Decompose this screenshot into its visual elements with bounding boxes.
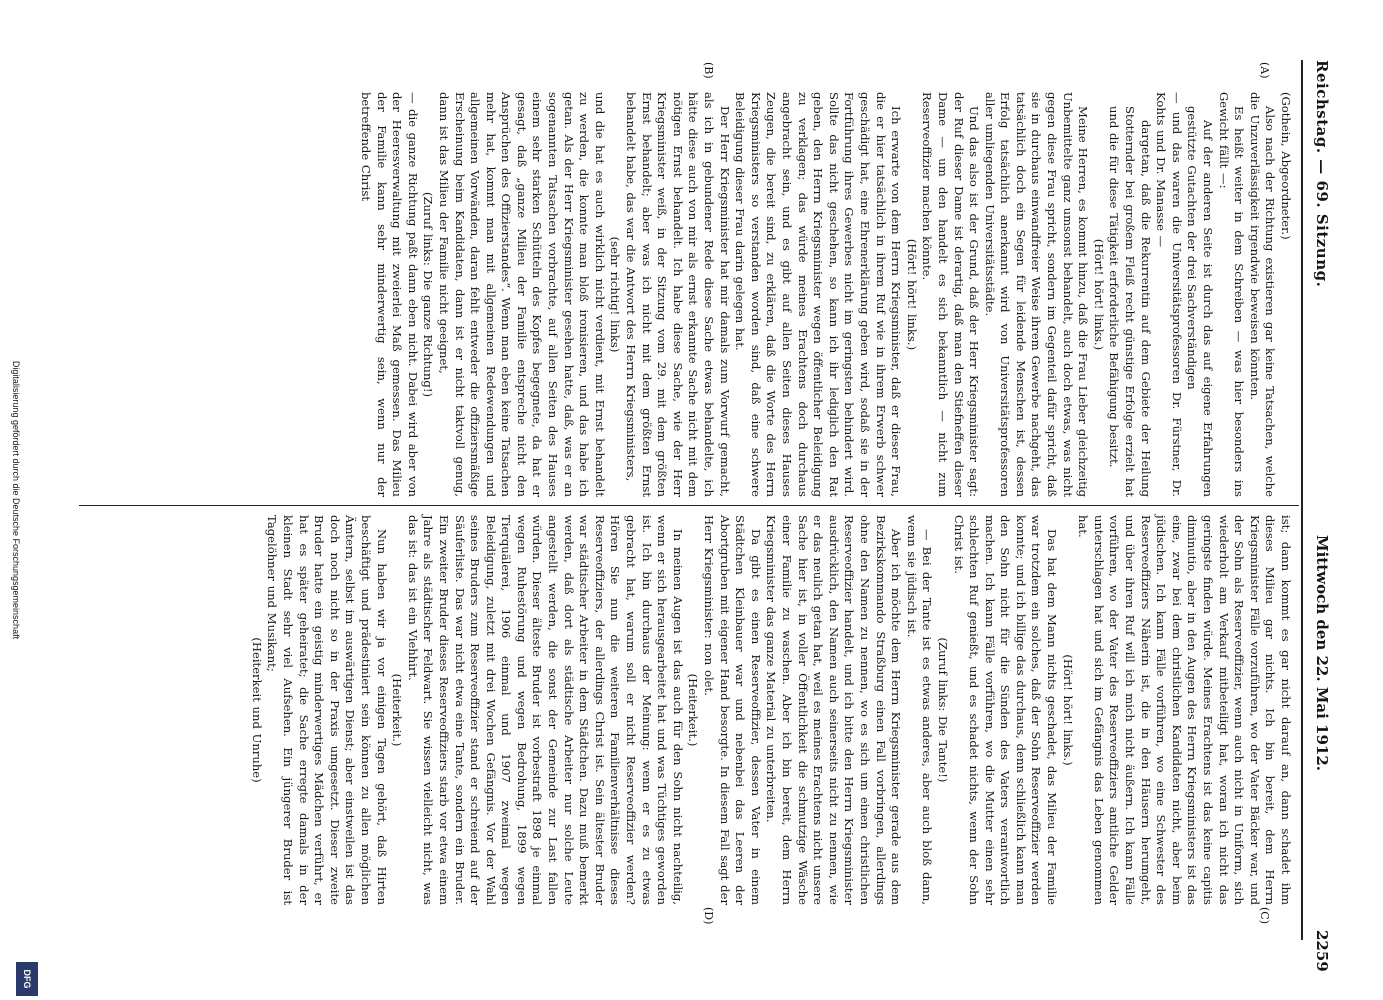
page-header: [1303, 0, 1331, 1000]
interjection: (Hört! hört! links.): [1091, 238, 1106, 351]
interjection: (Hört! hört! links.): [1060, 654, 1075, 766]
paragraph: Es heißt weiter in dem Schreiben — was hier besonders ins Gewicht fällt —:: [1216, 92, 1247, 497]
paragraph: — und das waren die Universitätsprofessoren Dr. Fürstner, Dr. Kohts und Dr. Manasse —: [1154, 92, 1184, 497]
paragraph: Der Herr Kriegsminister hat mir damals zum Vorwurf gemacht, als ich in gebundener Rede diese Sache etwas behandelte, ich hätte diese auch von mir als ernst erkannte Sache nicht mit dem nötigen Ernst behandelt. Ich habe diese Sache, wie der Herr Kriegsminister weiß, in der Sitzung vom 29. mit dem größten Ernst behandelt; aber was ich nicht mit dem größten Ernst behandelt habe, das war die Antwort des Herrn Kriegsministers,: [624, 92, 732, 497]
interjection: (Zuruf links: Die Tante!): [935, 637, 950, 783]
paragraph: Ich erwarte von dem Herrn Kriegsminister, daß er dieser Frau, die er hier tatsächlich in ihrem Ruf wie in ihrem Erwerb schwer geschädigt hat, eine Ehrenerklärung geben wird, sodaß sie in der Fortführung ihres Gewerbes nicht im geringsten behindert wird. Sollte das nicht geschehen, so kann ich ihr lediglich den Rat geben, den Herrn Kriegsminister wegen öffentlicher Beleidigung zu verklagen; das würde meines Erachtens doch durchaus angebracht sein, und es gibt auf allen Seiten dieses Hauses Zeugen, die bereit sind, zu erklären, daß die Worte des Herrn Kriegsministers so verstanden worden sind, daß eine schwere Beleidigung dieser Frau darin gelegen hat.: [733, 92, 904, 497]
paragraph: Das hat dem Mann nichts geschadet, das Milieu der Familie war trotzdem ein solches, daß der Sohn Reserveoffizier werden konnte; und ich billige das durchaus, denn schließlich kann man den Sohn nicht für die Sünden des Vaters verantwortlich machen. Ich kann Fälle vorführen, wo die Mutter einen sehr schlechten Ruf genießt, und es schadet nichts, wenn der Sohn Christ ist.: [951, 515, 1060, 905]
interjection: (Zuruf links: Die ganze Richtung!): [421, 191, 436, 398]
interjection: (Heiterkeit.): [390, 673, 405, 747]
column-divider: [79, 505, 1299, 506]
paragraph: Und das also ist der Grund, daß der Herr Kriegsminister sagt: der Ruf dieser Dame ist derartig, daß man den Stiefneffen dieser Dame — um den handelt es sich bekanntlich — nicht zum Reserveoffizier machen könnte.: [920, 92, 982, 497]
paragraph: — Bei der Tante ist es etwas anderes, aber auch bloß dann, wenn sie jüdisch ist.: [904, 515, 935, 905]
header-session: Reichstag. — 69. Sitzung.: [1313, 60, 1331, 288]
interjection: (Hört! hört! links.): [904, 238, 919, 351]
paragraph: — die ganze Richtung paßt dann eben nicht. Dabei wird aber von der Heeresverwaltung mit zweierlei Maß gemessen. Das Milieu der Familie kann sehr minderwertig sein, wenn nur der betreffende Christ: [358, 92, 420, 497]
interjection: (Heiterkeit und Unruhe): [249, 637, 264, 783]
page-number: 2259: [1313, 930, 1331, 972]
paragraph: ist; dann kommt es gar nicht darauf an, dann schadet ihm dieses Milieu gar nichts. Ich bin bereit, dem Herrn Kriegsminister Fälle vorzuführen, wo der Vater Bäcker war, und der Sohn als Reserveoffizier, wenn auch nicht in Uniform, sich wiederholt am Verkauf mitbeteiligt hat, woran ich nicht das geringste finden würde. Meines Erachtens ist das keine capitis diminutio, aber in den Augen des Herrn Kriegsministers ist das eine, zwar bei dem christlichen Kandidaten nicht, aber beim jüdischen. Ich kann Fälle vorführen, wo eine Schwester des Reserveoffiziers Näherin ist, die in den Häusern herumgeht, und über ihren Ruf will ich mich nicht äußern. Ich kann Fälle vorführen, wo der Vater des Reserveoffiziers amtliche Gelder unterschlagen hat und sich im Gefängnis das Leben genommen hat.: [1076, 515, 1293, 905]
margin-marker-c: (C): [1258, 907, 1271, 924]
paragraph: Meine Herren, es kommt hinzu, daß die Frau Lieber gleichzeitig Unbemittelte ganz umsonst behandelt, auch doch etwas, was nicht gegen diese Frau spricht, sondern im Gegenteil dafür spricht, daß sie in durchaus einwandfreier Weise ihrem Gewerbe nachgeht, das tatsächlich doch ein Segen für leidende Menschen ist, dessen Erfolg tatsächlich anerkannt wird von Universitätsprofessoren aller umliegenden Universitätsstädte.: [982, 92, 1091, 497]
margin-marker-d: (D): [702, 907, 715, 925]
paragraph: Nun haben wir ja vor einigen Tagen gehört, daß Hirten beschäftigt und prädestiniert sein können zu allen möglichen Ämtern, selbst im auswärtigen Dienst; aber einstweilen ist das doch noch nicht so in der Praxis umgesetzt. Dieser zweite Bruder hatte ein geistig minderwertiges Mädchen verführt, er hat es später geheiratet; die Sache erregte damals in der kleinen Stadt sehr viel Aufsehen. Ein jüngerer Bruder ist Tagelöhner und Musikant;: [265, 515, 389, 905]
paragraph: Aber ich möchte dem Herrn Kriegsminister gerade aus dem Bezirkskommando Straßburg einen Fall vorbringen, allerdings ohne den Namen zu nennen, wo es sich um einen christlichen Reserveoffizier handelt, und ich bitte den Herrn Kriegsminister ausdrücklich, den Namen auch seinerseits nicht zu nennen, wie er das neulich getan hat, weil es meines Erachtens nicht unsere Sache hier ist, in voller Öffentlichkeit die schmutzige Wäsche einer Familie zu waschen. Aber ich bin bereit, dem Herrn Kriegsminister das ganze Material zu unterbreiten.: [764, 515, 904, 905]
header-date: Mittwoch den 22. Mai 1912.: [1313, 535, 1331, 772]
left-column: [357, 92, 1293, 497]
quotation: Auf der anderen Seite ist durch das auf eigene Erfahrungen gestützte Gutachten der drei Sachverständigen: [1185, 106, 1216, 497]
dfg-logo: DFG: [16, 962, 38, 996]
margin-marker-b: (B): [702, 62, 715, 79]
paragraph: In meinen Augen ist das auch für den Sohn nicht nachteilig, wenn er sich herausgearbeitet hat und was Tüchtiges geworden ist. Ich bin durchaus der Meinung: wenn er es zu etwas gebracht hat, warum soll er nicht Reserveoffizier werden? Hören Sie nun die weiteren Familienverhältnisse dieses Reserveoffiziers, der allerdings Christ ist. Sein ältester Bruder war städtischer Arbeiter in dem Städtchen. Dazu muß bemerkt werden, daß dort als städtische Arbeiter nur solche Leute angestellt werden, die sonst der Gemeinde zur Last fallen würden. Dieser älteste Bruder ist vorbestraft 1898 je einmal wegen Ruhestörung und wegen Bedrohung, 1899 wegen Tierquälerei, 1906 einmal und 1907 zweimal wegen Beleidigung, zuletzt mit drei Wochen Gefängnis. Vor der Wahl seines Bruders zum Reserveoffizier stand er schreiend auf der Säuferliste. Das war nicht etwa eine Tante, sondern ein Bruder. Ein zweiter Bruder dieses Reserveoffiziers starb vor etwa einem Jahre als städtischer Feldwart. Sie wissen vielleicht nicht, was das ist: das ist ein Viehhirt.: [405, 515, 685, 905]
interjection: (Heiterkeit.): [686, 673, 701, 747]
speaker-line: (Gothein, Abgeordneter.): [1279, 92, 1293, 240]
right-column: [248, 515, 1293, 905]
paragraph: Da gibt es einen Reserveoffizier, dessen Vater in einem Städtchen Kleinbauer war und nebenbei das Leeren der Abortgruben mit eigener Hand besorgte. In diesem Fall sagt der Herr Kriegsminister: non olet.: [702, 515, 763, 905]
quotation: dargetan, daß die Rekurrentin auf dem Gebiete der Heilung Stotternder bei großem Fleiß recht günstige Erfolge erzielt hat und die für diese Tätigkeit erforderliche Befähigung besitzt.: [1107, 106, 1153, 497]
paragraph: und die hat es auch wirklich nicht verdient, mit Ernst behandelt zu werden, die konnte man bloß ironisieren, und das habe ich getan. Als der Herr Kriegsminister gesehen hatte, daß, was er an sogenannten Tatsachen vorbrachte, auf allen Seiten des Hauses einem sehr starken Schütteln des Kopfes begegnete, da hat er gesagt, daß „ganze Milieu der Familie entspreche nicht den Ansprüchen des Offizierstandes“. Wenn man eben keine Tatsachen mehr hat, kommt man mit allgemeinen Redewendungen und allgemeinen Vorwänden, daran fehlt entweder die offiziersmäßige Erscheinung beim Kandidaten, dann ist er nicht taktvoll genug, dann ist das Milieu der Familie nicht geeignet,: [436, 92, 607, 497]
digitization-note: Digitalisierung gefördert durch die Deutsche Forschungsgemeinschaft: [11, 360, 21, 640]
interjection: (sehr richtig! links): [608, 236, 623, 353]
paragraph: Also nach der Richtung existieren gar keine Tatsachen, welche die Unzuverlässigkeit irgendwie beweisen könnten.: [1247, 92, 1278, 497]
header-rule: [1301, 60, 1303, 940]
margin-marker-a: (A): [1258, 62, 1271, 79]
